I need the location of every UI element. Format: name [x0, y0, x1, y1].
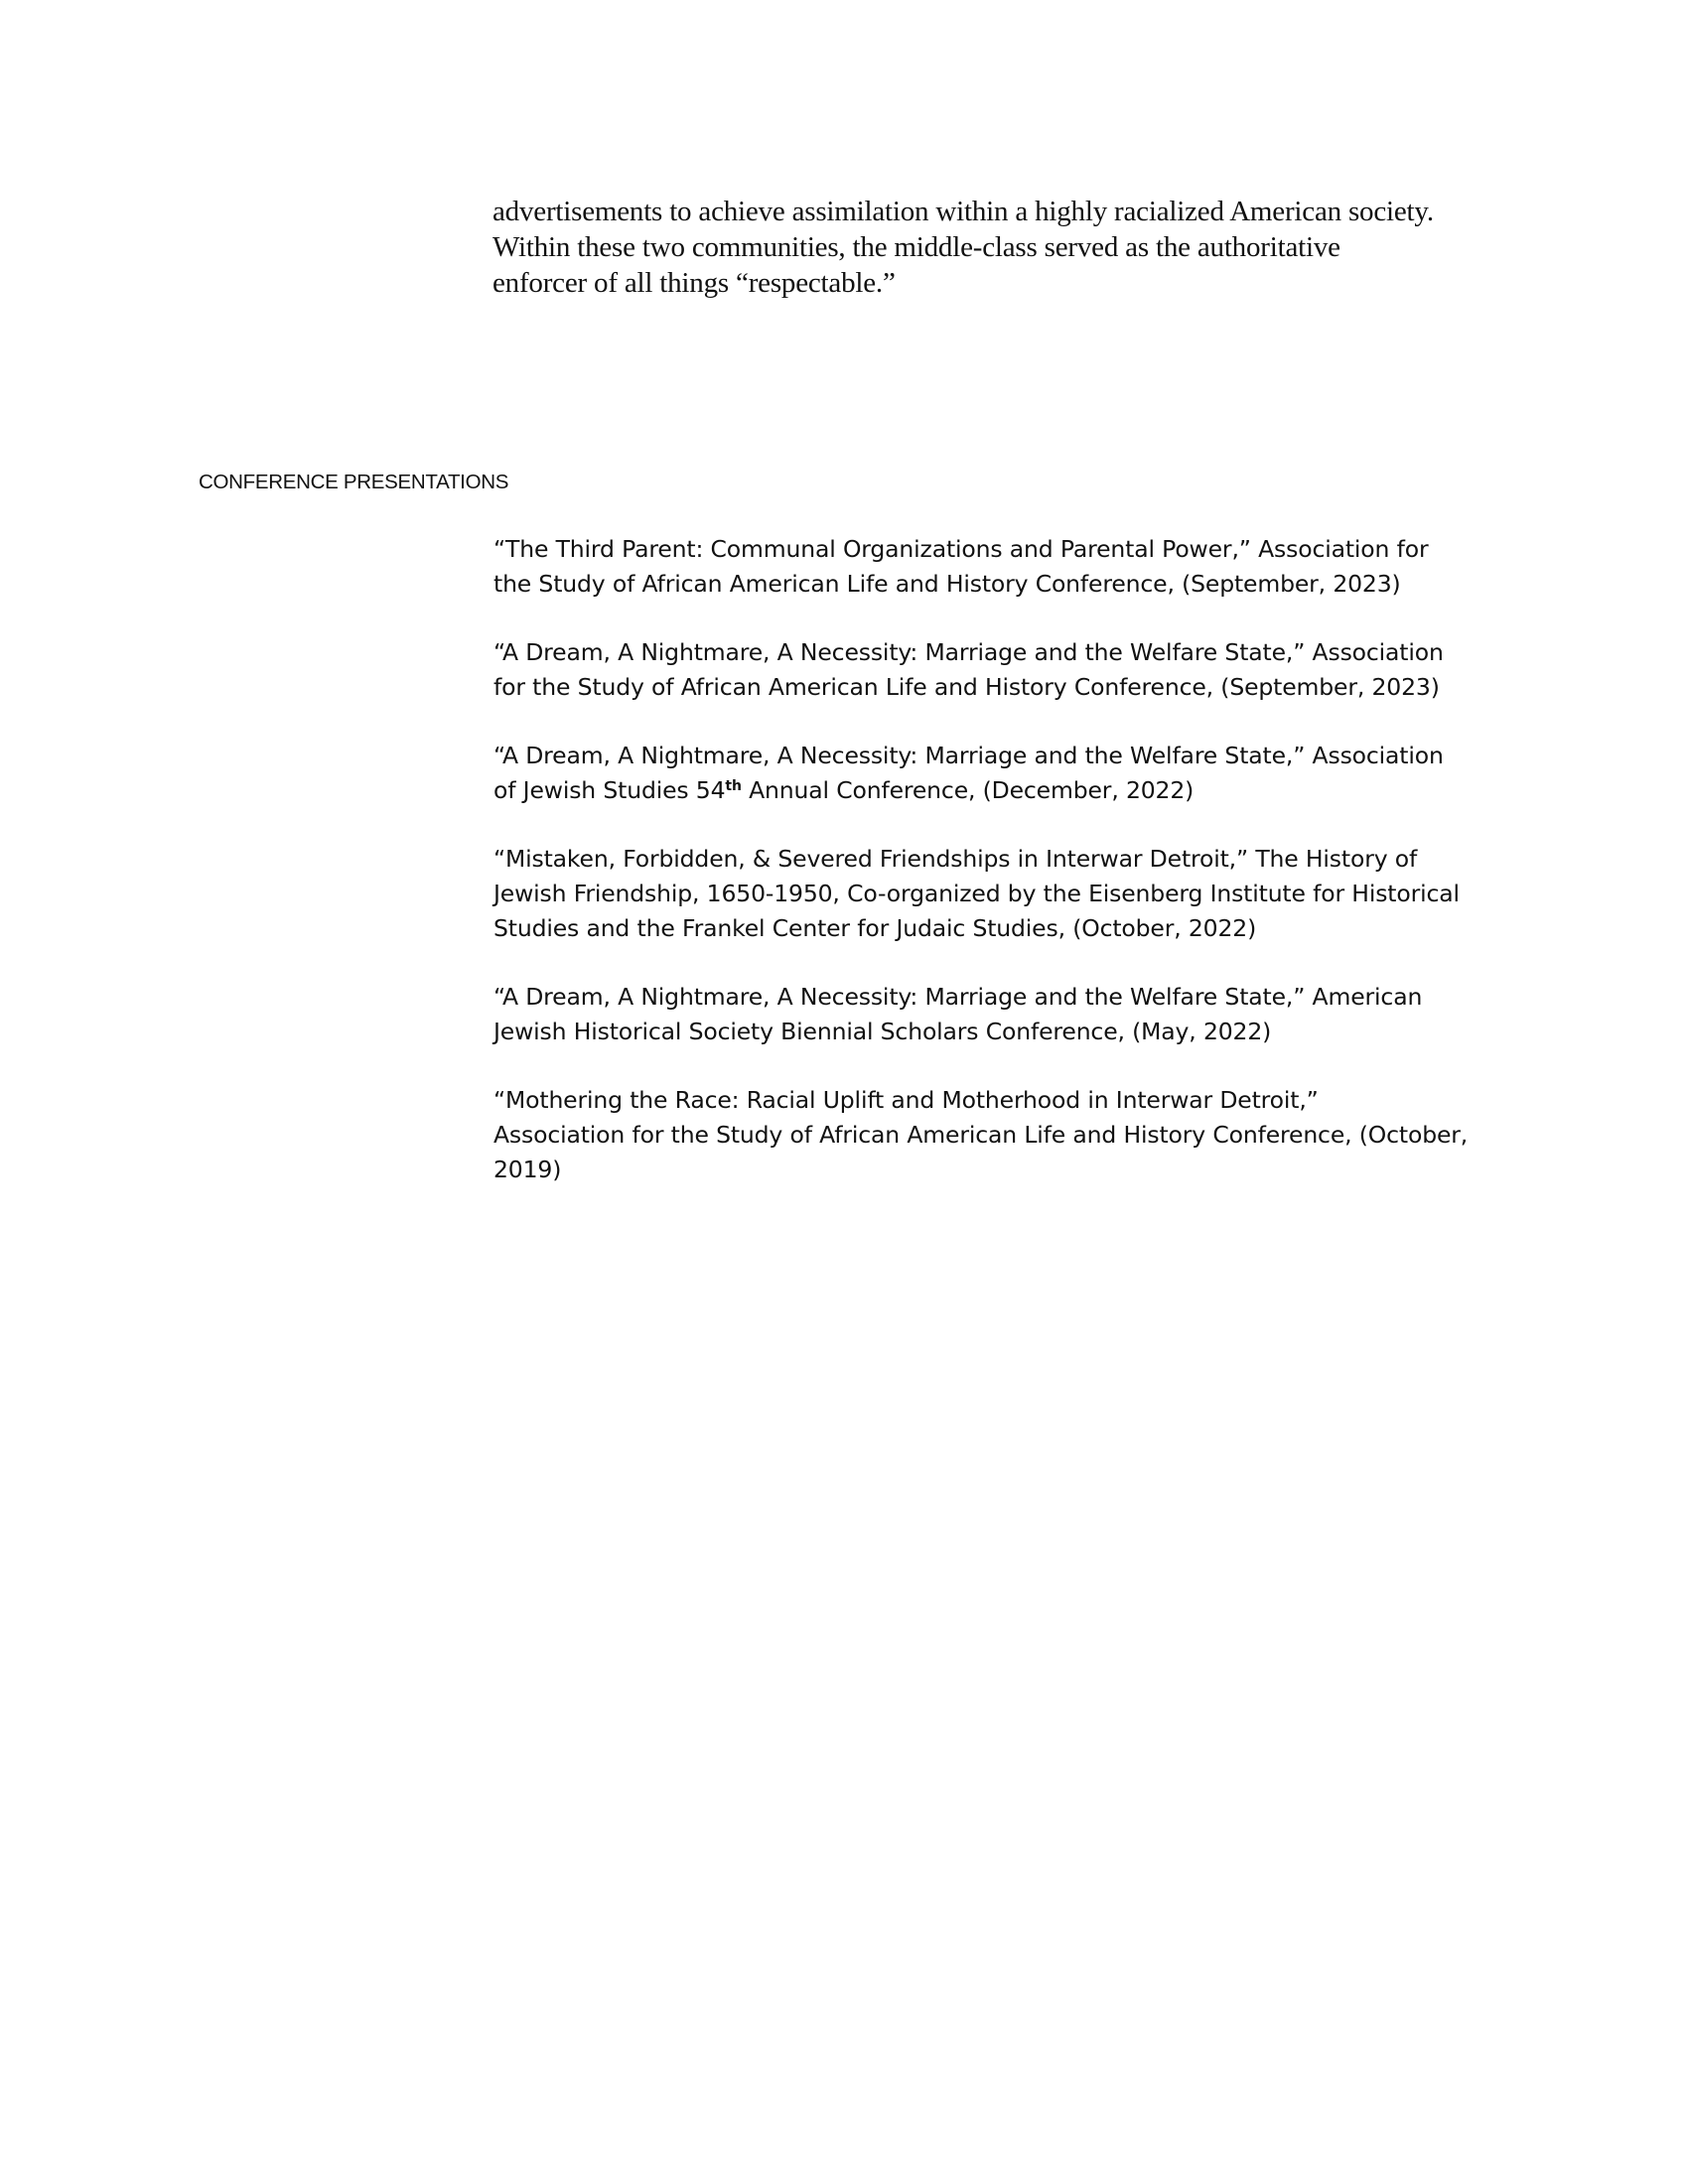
- entry-line: “A Dream, A Nightmare, A Necessity: Marriage and the Welfare State,” Association: [493, 742, 1444, 769]
- presentation-entry: [493, 635, 1506, 705]
- entry-line: Studies and the Frankel Center for Judaic Studies, (October, 2022): [493, 914, 1257, 942]
- presentation-entry: [493, 842, 1506, 946]
- entry-text: of Jewish Studies 54: [493, 776, 726, 804]
- presentation-entry: [493, 1083, 1506, 1187]
- presentation-entry: [493, 980, 1506, 1049]
- entry-line: Association for the Study of African American Life and History Conference, (October,: [493, 1121, 1469, 1149]
- entry-line: “A Dream, A Nightmare, A Necessity: Marriage and the Welfare State,” American: [493, 983, 1423, 1011]
- entry-line: Jewish Friendship, 1650-1950, Co-organized by the Eisenberg Institute for Historical: [493, 880, 1460, 907]
- presentations-list: [493, 532, 1506, 1221]
- entry-line: for the Study of African American Life and History Conference, (September, 2023): [493, 673, 1440, 701]
- description-line: enforcer of all things “respectable.”: [492, 267, 896, 299]
- presentation-entry: [493, 739, 1506, 808]
- entry-line: “Mothering the Race: Racial Uplift and Motherhood in Interwar Detroit,”: [493, 1086, 1319, 1114]
- entry-line: [493, 773, 1506, 808]
- entry-line: 2019): [493, 1156, 562, 1183]
- description-line: advertisements to achieve assimilation within a highly racialized American society.: [492, 196, 1434, 227]
- description-line: Within these two communities, the middle-class served as the authoritative: [492, 231, 1340, 263]
- research-description-continuation: [492, 194, 1505, 301]
- entry-line: “Mistaken, Forbidden, & Severed Friendships in Interwar Detroit,” The History of: [493, 845, 1418, 873]
- ordinal-superscript: th: [725, 778, 742, 794]
- entry-line: the Study of African American Life and History Conference, (September, 2023): [493, 570, 1401, 598]
- entry-line: “The Third Parent: Communal Organizations and Parental Power,” Association for: [493, 535, 1429, 563]
- entry-text: Annual Conference, (December, 2022): [741, 776, 1195, 804]
- conference-presentations-heading: CONFERENCE PRESENTATIONS: [199, 471, 509, 493]
- entry-line: “A Dream, A Nightmare, A Necessity: Marriage and the Welfare State,” Association: [493, 638, 1444, 666]
- entry-line: Jewish Historical Society Biennial Scholars Conference, (May, 2022): [493, 1018, 1272, 1045]
- presentation-entry: [493, 532, 1506, 602]
